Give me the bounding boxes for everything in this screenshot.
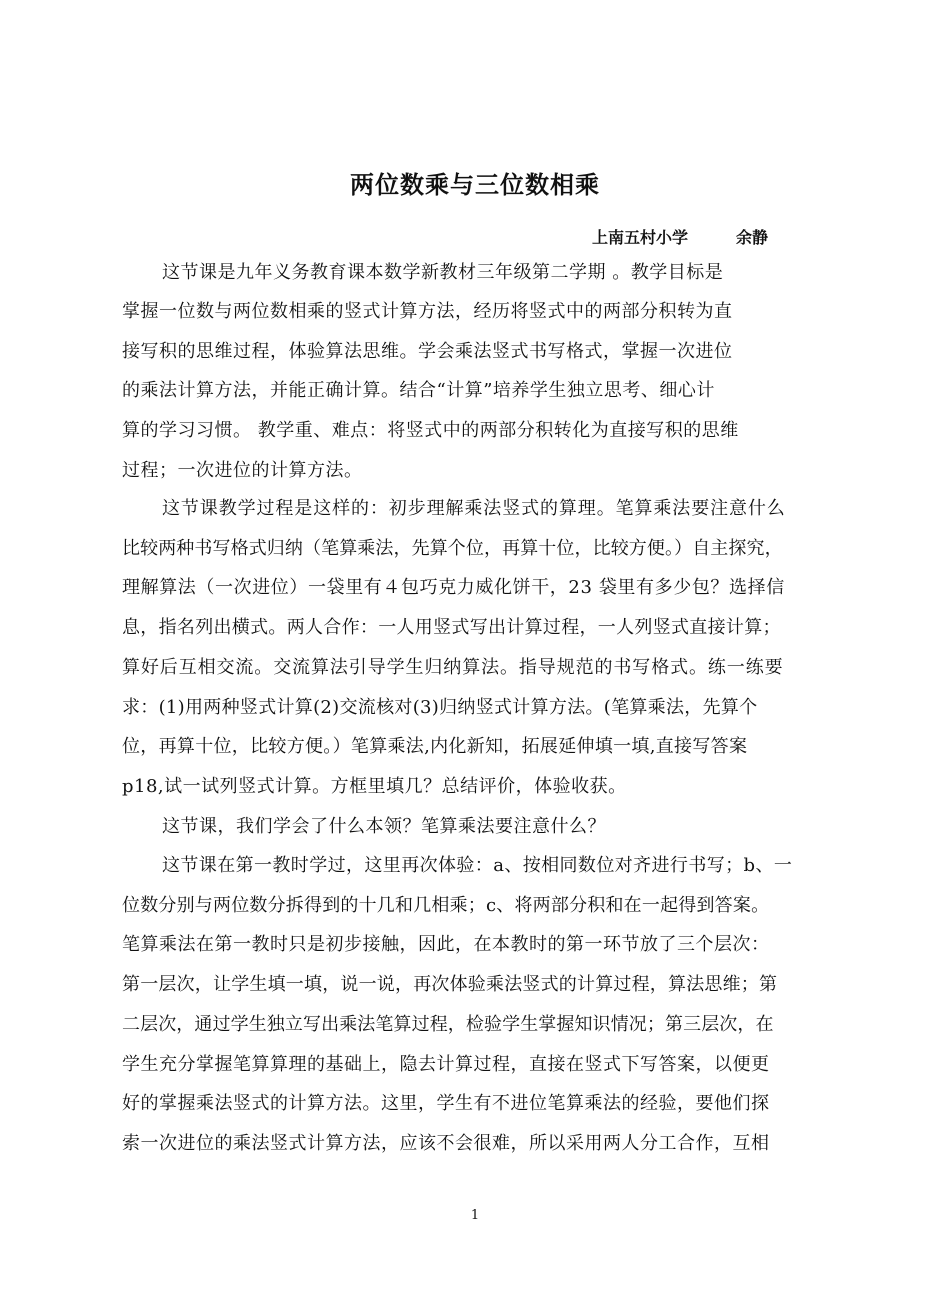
paragraph-line: 息，指名列出横式。两人合作：一人用竖式写出计算过程，一人列竖式直接计算； bbox=[122, 617, 781, 638]
paragraph-line: 这节课在第一教时学过，这里再次体验：a、按相同数位对齐进行书写；b、一 bbox=[162, 855, 793, 876]
paragraph-line: 过程；一次进位的计算方法。 bbox=[122, 460, 363, 481]
paragraph-line: 第一层次，让学生填一填，说一说，再次体验乘法竖式的计算过程，算法思维；第 bbox=[122, 974, 778, 995]
paragraph-line: 的乘法计算方法，并能正确计算。结合“计算”培养学生独立思考、细心计 bbox=[122, 380, 715, 401]
document-title: 两位数乘与三位数相乘 bbox=[350, 171, 600, 199]
page-number: 1 bbox=[470, 1208, 480, 1223]
paragraph-line: 位数分别与两位数分拆得到的十几和几相乘；c、将两部分积和在一起得到答案。 bbox=[122, 895, 770, 916]
paragraph-line: 二层次，通过学生独立写出乘法笔算过程，检验学生掌握知识情况；第三层次，在 bbox=[122, 1014, 774, 1035]
paragraph-line: 接写积的思维过程，体验算法思维。学会乘法竖式书写格式，掌握一次进位 bbox=[122, 341, 733, 362]
paragraph-line: 这节课教学过程是这样的：初步理解乘法竖式的算理。笔算乘法要注意什么 bbox=[162, 498, 786, 519]
paragraph-line: 求：(1)用两种竖式计算(2)交流核对(3)归纳竖式计算方法。(笔算乘法，先算个 bbox=[122, 697, 758, 718]
author-school: 上南五村小学 bbox=[592, 228, 689, 247]
paragraph-line: 算的学习习惯。 教学重、难点：将竖式中的两部分积转化为直接写积的思维 bbox=[122, 420, 739, 441]
paragraph-line: 学生充分掌握笔算算理的基础上，隐去计算过程，直接在竖式下写答案，以便更 bbox=[122, 1054, 770, 1075]
paragraph-line: 比较两种书写格式归纳（笔算乘法，先算个位，再算十位，比较方便。）自主探究， bbox=[122, 538, 783, 559]
paragraph-line: 索一次进位的乘法竖式计算方法，应该不会很难，所以采用两人分工合作，互相 bbox=[122, 1133, 770, 1154]
paragraph-line: 好的掌握乘法竖式的计算方法。这里，学生有不进位笔算乘法的经验，要他们探 bbox=[122, 1093, 770, 1114]
paragraph-line: 理解算法（一次进位）一袋里有４包巧克力威化饼干，23 袋里有多少包？选择信 bbox=[122, 577, 785, 598]
author-name: 余静 bbox=[736, 228, 769, 247]
paragraph-line: 笔算乘法在第一教时只是初步接触，因此，在本教时的第一环节放了三个层次： bbox=[122, 934, 770, 955]
paragraph-line: 算好后互相交流。交流算法引导学生归纳算法。指导规范的书写格式。练一练要 bbox=[122, 657, 784, 678]
paragraph-line: 掌握一位数与两位数相乘的竖式计算方法，经历将竖式中的两部分积转为直 bbox=[122, 301, 733, 322]
paragraph-line: p18,试一试列竖式计算。方框里填几？总结评价，体验收获。 bbox=[122, 776, 627, 797]
paragraph-line: 这节课，我们学会了什么本领？笔算乘法要注意什么？ bbox=[162, 816, 606, 837]
paragraph-line: 位，再算十位，比较方便。）笔算乘法,内化新知，拓展延伸填一填,直接写答案 bbox=[122, 736, 748, 757]
author-line bbox=[592, 225, 768, 248]
paragraph-line: 这节课是九年义务教育课本数学新教材三年级第二学期 。教学目标是 bbox=[162, 262, 724, 283]
